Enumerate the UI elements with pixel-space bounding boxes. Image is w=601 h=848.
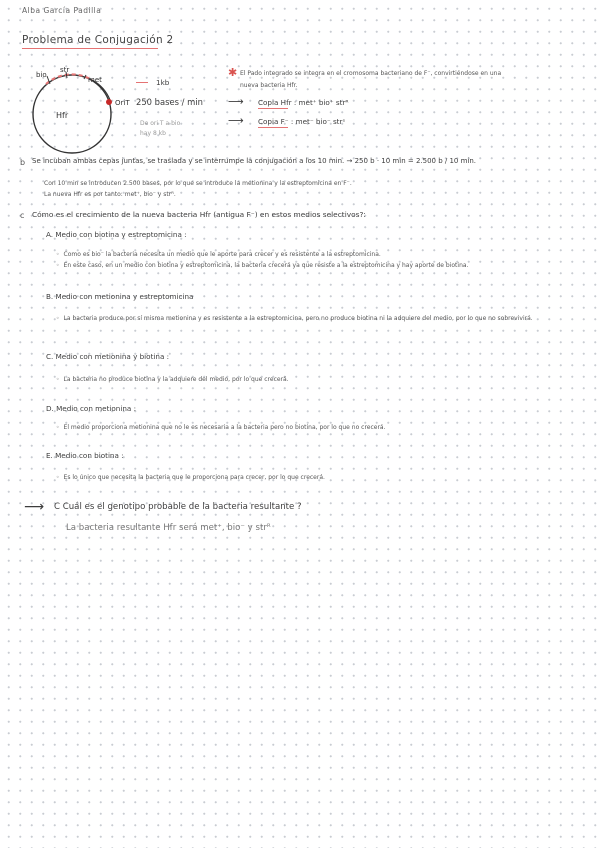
author-name: Alba García Padilla bbox=[22, 6, 102, 15]
copy-f-minus: Copia F⁻ : met⁻ bio⁻ strˢ bbox=[258, 117, 346, 126]
q-c-text: Cómo es el crecimiento de la nueva bacteria Hfr (antigua F⁻) en estos medios selectivos?: bbox=[32, 210, 366, 219]
q-c-marker: c bbox=[20, 211, 25, 220]
section-e-label: E. Medio con biotina : bbox=[46, 451, 124, 460]
section-d-bullet-1: ◦ El medio proporciona metionina que no le es necesaria a la bacteria pero no biotina, por lo que no crecerá. bbox=[56, 424, 386, 431]
pencil-note-1: De ori T a bio bbox=[140, 120, 181, 127]
copy-hfr-underline bbox=[258, 108, 288, 109]
title-underline bbox=[22, 48, 158, 49]
q-d-answer: La bacteria resultante Hfr será met⁺, bio⁻ y strᴿ bbox=[66, 523, 271, 533]
legend-kb bbox=[136, 78, 169, 87]
section-b-label: B. Medio con metionina y estreptomicina bbox=[46, 292, 194, 301]
star-icon: ✱ bbox=[228, 66, 238, 79]
arrow-icon: ⟶ bbox=[228, 95, 244, 108]
copy-hfr: Copia Hfr : met⁺ bio⁺ strᴿ bbox=[258, 98, 349, 107]
section-b-bullet-1: ◦ La bacteria produce por sí misma metionina y es resistente a la estreptomicina, pero no produce biotina ni la adquiere del medio, por lo que no sobrevivirá. bbox=[56, 315, 533, 322]
pencil-note-2: hay 8 kb bbox=[140, 130, 166, 137]
arrow-icon: ⟶ bbox=[228, 114, 244, 127]
legend-bases: 250 bases / min bbox=[136, 97, 203, 107]
bio-label: bio bbox=[36, 71, 47, 79]
q-b-text: Se incuban ambas cepas juntas, se traslada y se interrumpe la conjugación a los 10 min. → 250 b · 10 min = 2.500 b / 10 min. bbox=[32, 157, 477, 165]
star-note-1: El Pado integrado se integra en el cromosoma bacteriano de F⁻, convirtiéndose en una bbox=[240, 70, 502, 77]
legend-red-dash bbox=[136, 82, 148, 84]
chromosome-circle bbox=[33, 75, 111, 153]
legend-kb-text: 1kb bbox=[156, 78, 170, 87]
chromosome-diagram bbox=[20, 60, 140, 160]
str-label: str bbox=[60, 66, 70, 74]
page-title: Problema de Conjugación 2 bbox=[22, 34, 174, 46]
section-d-label: D. Medio con metionina : bbox=[46, 404, 137, 413]
q-b-answer-1: Con 10 min se introducen 2.500 bases, por lo que se introduce la metionina y la estreptomicina en F⁻. bbox=[44, 180, 352, 187]
q-d-text: C Cuál es el genotipo probable de la bacteria resultante ? bbox=[54, 502, 302, 512]
orit-label: OriT bbox=[115, 99, 130, 107]
section-a-bullet-1: ◦ Como es bio⁻ la bacteria necesita un medio que le aporte para crecer y es resistente a la estreptomicina. bbox=[56, 251, 381, 258]
met-label: met bbox=[88, 76, 102, 84]
section-e-bullet-1: ◦ Es lo único que necesita la bacteria que le proporciona para crecer, por lo que crecerá. bbox=[56, 474, 325, 481]
q-b-answer-2: La nueva Hfr es por tanto: met⁺, bio⁻ y strᴿ. bbox=[44, 191, 176, 198]
arrow-icon: ⟶ bbox=[24, 499, 45, 515]
q-b-marker: b bbox=[20, 158, 26, 167]
star-note-2: nueva bacteria Hfr. bbox=[240, 82, 298, 89]
orit-dot bbox=[106, 99, 112, 105]
section-a-label: A. Medio con biotina y estreptomicina : bbox=[46, 230, 187, 239]
hfr-label: Hfr bbox=[56, 111, 69, 120]
copy-f-underline bbox=[258, 127, 288, 128]
section-c-bullet-1: ◦ La bacteria no produce biotina y la adquiere del medio, por lo que crecerá. bbox=[56, 376, 289, 383]
section-c-label: C. Medio con metionina y biotina : bbox=[46, 352, 170, 361]
section-a-bullet-2: ◦ En este caso, en un medio con biotina y estreptomicina, la bacteria crecerá ya que resiste a la estreptomicina y hay aporte de biotina. bbox=[56, 262, 469, 269]
